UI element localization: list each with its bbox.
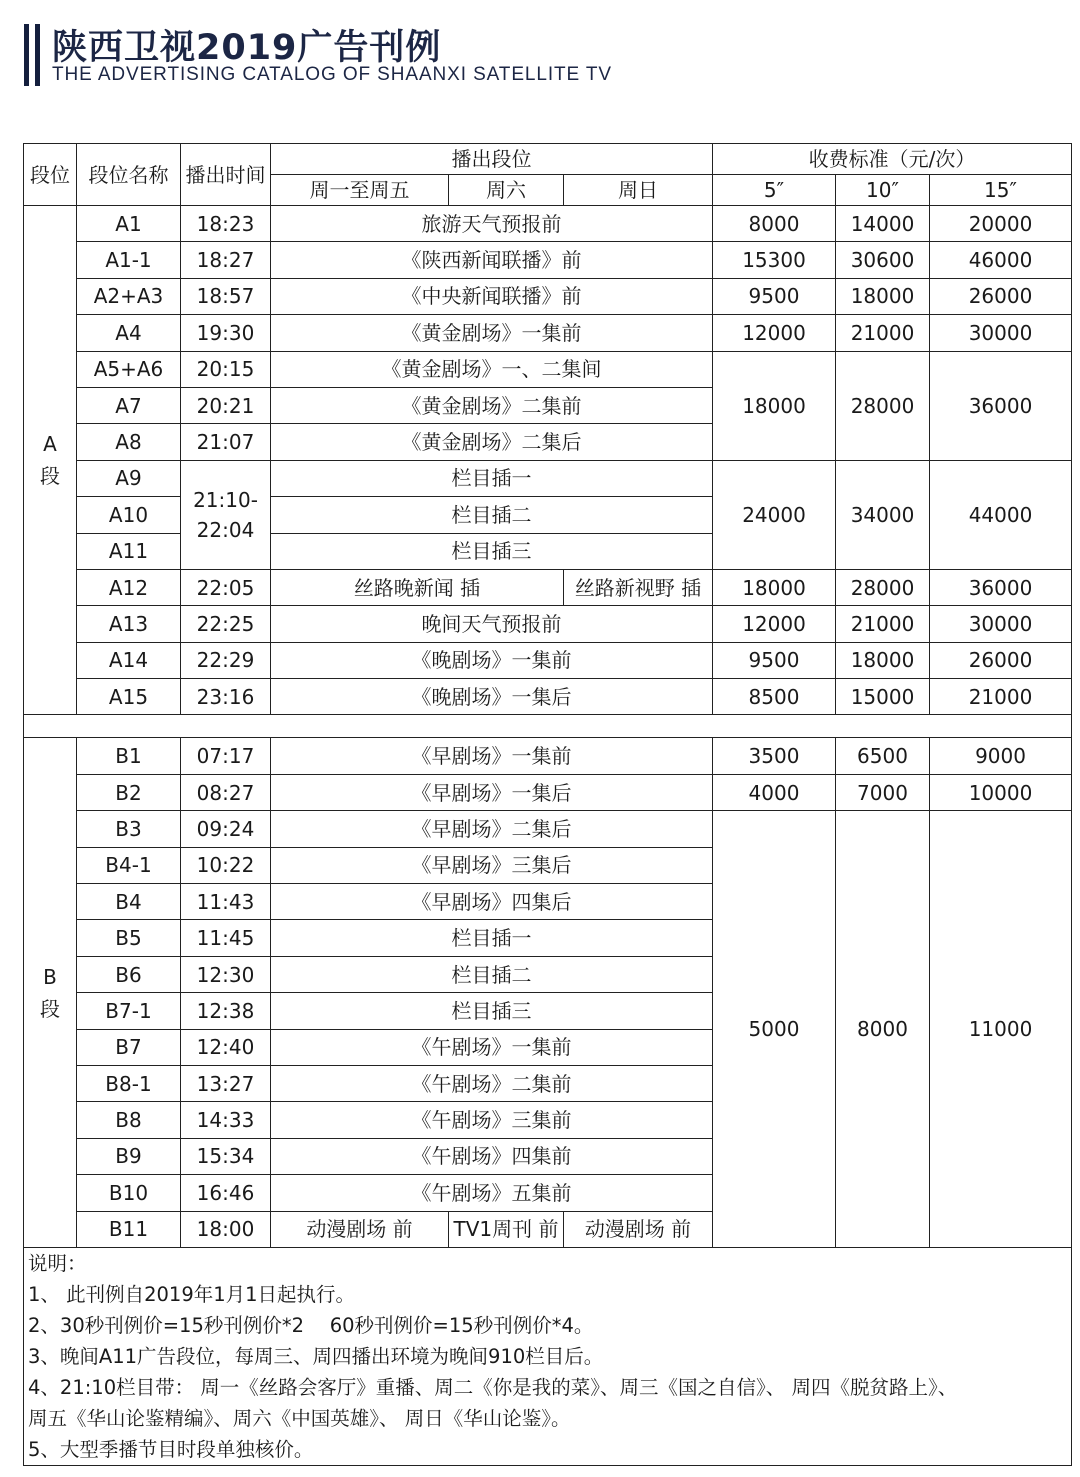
slot-time: 11:43 (181, 884, 271, 920)
price-5s: 8500 (713, 679, 836, 715)
slot-program: 《早剧场》四集后 (271, 884, 713, 920)
price-5s: 9500 (713, 278, 836, 314)
slot-name: A10 (77, 497, 181, 533)
table-row (24, 679, 1072, 715)
price-15s: 30000 (930, 315, 1072, 351)
table-row (24, 278, 1072, 314)
slot-program: 栏目插二 (271, 956, 713, 992)
slot-program: 《午剧场》三集前 (271, 1102, 713, 1138)
price-15s: 11000 (930, 811, 1072, 1248)
header-row (24, 144, 1072, 175)
price-10s: 34000 (836, 460, 930, 569)
slot-name: B2 (77, 774, 181, 810)
slot-name: B6 (77, 956, 181, 992)
note-line: 4、21:10栏目带： 周一《丝路会客厅》重播、周二《你是我的菜》、周三《国之自信》、 周四《脱贫路上》、 (28, 1375, 958, 1399)
slot-program: 栏目插二 (271, 497, 713, 533)
slot-time: 18:57 (181, 278, 271, 314)
slot-program: 《午剧场》二集前 (271, 1065, 713, 1101)
slot-time: 12:30 (181, 956, 271, 992)
price-5s: 18000 (713, 569, 836, 605)
notes-heading: 说明： (28, 1251, 87, 1275)
price-15s: 30000 (930, 606, 1072, 642)
slot-time: 20:21 (181, 387, 271, 423)
slot-time: 07:17 (181, 738, 271, 774)
price-5s: 9500 (713, 642, 836, 678)
price-15s: 21000 (930, 679, 1072, 715)
header-name: 段位名称 (77, 144, 181, 206)
header-segment: 段位 (24, 144, 77, 206)
slot-time: 14:33 (181, 1102, 271, 1138)
subheader-5s: 5″ (713, 175, 836, 206)
slot-time: 10:22 (181, 847, 271, 883)
slot-name: A8 (77, 424, 181, 460)
price-15s: 46000 (930, 242, 1072, 278)
slot-time: 12:38 (181, 993, 271, 1029)
slot-name: B11 (77, 1211, 181, 1247)
slot-program: 《早剧场》三集后 (271, 847, 713, 883)
page-subtitle: THE ADVERTISING CATALOG OF SHAANXI SATELLITE TV (52, 64, 612, 85)
slot-name: A2+A3 (77, 278, 181, 314)
price-10s: 28000 (836, 569, 930, 605)
slot-program: 《中央新闻联播》前 (271, 278, 713, 314)
price-10s: 8000 (836, 811, 930, 1248)
price-15s: 20000 (930, 206, 1072, 242)
price-15s: 36000 (930, 569, 1072, 605)
slot-time: 18:27 (181, 242, 271, 278)
slot-time: 21:07 (181, 424, 271, 460)
table-row (24, 206, 1072, 242)
slot-program: 《午剧场》五集前 (271, 1175, 713, 1211)
price-5s: 15300 (713, 242, 836, 278)
slot-time: 18:23 (181, 206, 271, 242)
slot-time: 22:25 (181, 606, 271, 642)
slot-time: 08:27 (181, 774, 271, 810)
page-title: 陕西卫视2019广告刊例 (52, 28, 442, 68)
slot-time: 09:24 (181, 811, 271, 847)
price-10s: 14000 (836, 206, 930, 242)
price-5s: 12000 (713, 315, 836, 351)
slot-name: B10 (77, 1175, 181, 1211)
price-10s: 15000 (836, 679, 930, 715)
price-10s: 28000 (836, 351, 930, 460)
slot-name: B7-1 (77, 993, 181, 1029)
header-broadcast: 播出段位 (271, 144, 713, 175)
rate-table (23, 143, 1072, 1466)
price-5s: 3500 (713, 738, 836, 774)
slot-program: 旅游天气预报前 (271, 206, 713, 242)
segment-spacer (24, 715, 1072, 738)
note-line: 5、大型季播节目时段单独核价。 (28, 1437, 314, 1461)
subheader-weekday: 周一至周五 (271, 175, 449, 206)
slot-time: 16:46 (181, 1175, 271, 1211)
table-row (24, 460, 1072, 496)
price-10s: 18000 (836, 278, 930, 314)
subheader-sunday: 周日 (564, 175, 713, 206)
price-5s: 8000 (713, 206, 836, 242)
note-line: 3、晚间A11广告段位，每周三、周四播出环境为晚间910栏目后。 (28, 1344, 604, 1368)
segment-a-label: A 段 (24, 206, 77, 715)
slot-time: 19:30 (181, 315, 271, 351)
slot-program: 《晚剧场》一集后 (271, 679, 713, 715)
price-10s: 30600 (836, 242, 930, 278)
table-row (24, 242, 1072, 278)
slot-name: B4 (77, 884, 181, 920)
note-line: 2、30秒刊例价=15秒刊例价*2 60秒刊例价=15秒刊例价*4。 (28, 1313, 594, 1337)
segment-b-label: B 段 (24, 738, 77, 1247)
slot-name: A5+A6 (77, 351, 181, 387)
slot-time: 12:40 (181, 1029, 271, 1065)
subheader-15s: 15″ (930, 175, 1072, 206)
slot-program: 《黄金剧场》一、二集间 (271, 351, 713, 387)
slot-time: 23:16 (181, 679, 271, 715)
table-row (24, 774, 1072, 810)
slot-program: 《早剧场》二集后 (271, 811, 713, 847)
slot-name: A1 (77, 206, 181, 242)
price-15s: 26000 (930, 642, 1072, 678)
slot-name: A14 (77, 642, 181, 678)
slot-name: A11 (77, 533, 181, 569)
table-row (24, 606, 1072, 642)
slot-name: B8 (77, 1102, 181, 1138)
slot-name: A1-1 (77, 242, 181, 278)
slot-name: B3 (77, 811, 181, 847)
slot-name: B8-1 (77, 1065, 181, 1101)
slot-name: B1 (77, 738, 181, 774)
slot-program: 《黄金剧场》二集前 (271, 387, 713, 423)
price-10s: 6500 (836, 738, 930, 774)
slot-name: A4 (77, 315, 181, 351)
price-5s: 24000 (713, 460, 836, 569)
price-10s: 21000 (836, 315, 930, 351)
subheader-saturday: 周六 (449, 175, 564, 206)
slot-program: 栏目插一 (271, 460, 713, 496)
price-15s: 44000 (930, 460, 1072, 569)
slot-name: A12 (77, 569, 181, 605)
slot-name: A13 (77, 606, 181, 642)
slot-program-weekday: 动漫剧场 前 (271, 1211, 449, 1247)
slot-program: 晚间天气预报前 (271, 606, 713, 642)
slot-program: 《黄金剧场》二集后 (271, 424, 713, 460)
table-row (24, 738, 1072, 774)
table-row (24, 315, 1072, 351)
table-row (24, 642, 1072, 678)
price-10s: 18000 (836, 642, 930, 678)
table-row (24, 811, 1072, 847)
table-row (24, 569, 1072, 605)
slot-program: 栏目插三 (271, 533, 713, 569)
slot-program-saturday: TV1周刊 前 (449, 1211, 564, 1247)
slot-time: 15:34 (181, 1138, 271, 1174)
slot-name: A9 (77, 460, 181, 496)
price-15s: 26000 (930, 278, 1072, 314)
header-fees: 收费标准（元/次） (713, 144, 1072, 175)
slot-time: 21:10-22:04 (181, 460, 271, 569)
slot-program: 《陕西新闻联播》前 (271, 242, 713, 278)
slot-program: 《晚剧场》一集前 (271, 642, 713, 678)
note-line: 1、 此刊例自2019年1月1日起执行。 (28, 1282, 356, 1306)
slot-name: B4-1 (77, 847, 181, 883)
price-10s: 21000 (836, 606, 930, 642)
slot-program: 《午剧场》四集前 (271, 1138, 713, 1174)
price-5s: 12000 (713, 606, 836, 642)
slot-program: 《黄金剧场》一集前 (271, 315, 713, 351)
slot-program: 《早剧场》一集后 (271, 774, 713, 810)
slot-time: 20:15 (181, 351, 271, 387)
notes-row (24, 1247, 1072, 1465)
slot-time: 22:05 (181, 569, 271, 605)
slot-time: 11:45 (181, 920, 271, 956)
slot-name: A15 (77, 679, 181, 715)
price-15s: 36000 (930, 351, 1072, 460)
slot-program: 《早剧场》一集前 (271, 738, 713, 774)
slot-program: 栏目插三 (271, 993, 713, 1029)
slot-name: B9 (77, 1138, 181, 1174)
slot-name: B5 (77, 920, 181, 956)
note-line: 周五《华山论鉴精编》、周六《中国英雄》、 周日《华山论鉴》。 (28, 1406, 571, 1430)
slot-program: 栏目插一 (271, 920, 713, 956)
table-row (24, 351, 1072, 387)
notes-cell (24, 1247, 1072, 1465)
slot-program-sunday: 动漫剧场 前 (564, 1211, 713, 1247)
price-5s: 18000 (713, 351, 836, 460)
slot-program: 《午剧场》一集前 (271, 1029, 713, 1065)
subheader-10s: 10″ (836, 175, 930, 206)
header-time: 播出时间 (181, 144, 271, 206)
price-5s: 4000 (713, 774, 836, 810)
price-15s: 10000 (930, 774, 1072, 810)
price-15s: 9000 (930, 738, 1072, 774)
slot-time: 22:29 (181, 642, 271, 678)
slot-name: A7 (77, 387, 181, 423)
slot-program-sunday: 丝路新视野 插 (564, 569, 713, 605)
price-10s: 7000 (836, 774, 930, 810)
slot-time: 18:00 (181, 1211, 271, 1247)
slot-time: 13:27 (181, 1065, 271, 1101)
slot-program-weekday: 丝路晚新闻 插 (271, 569, 564, 605)
price-5s: 5000 (713, 811, 836, 1248)
slot-name: B7 (77, 1029, 181, 1065)
